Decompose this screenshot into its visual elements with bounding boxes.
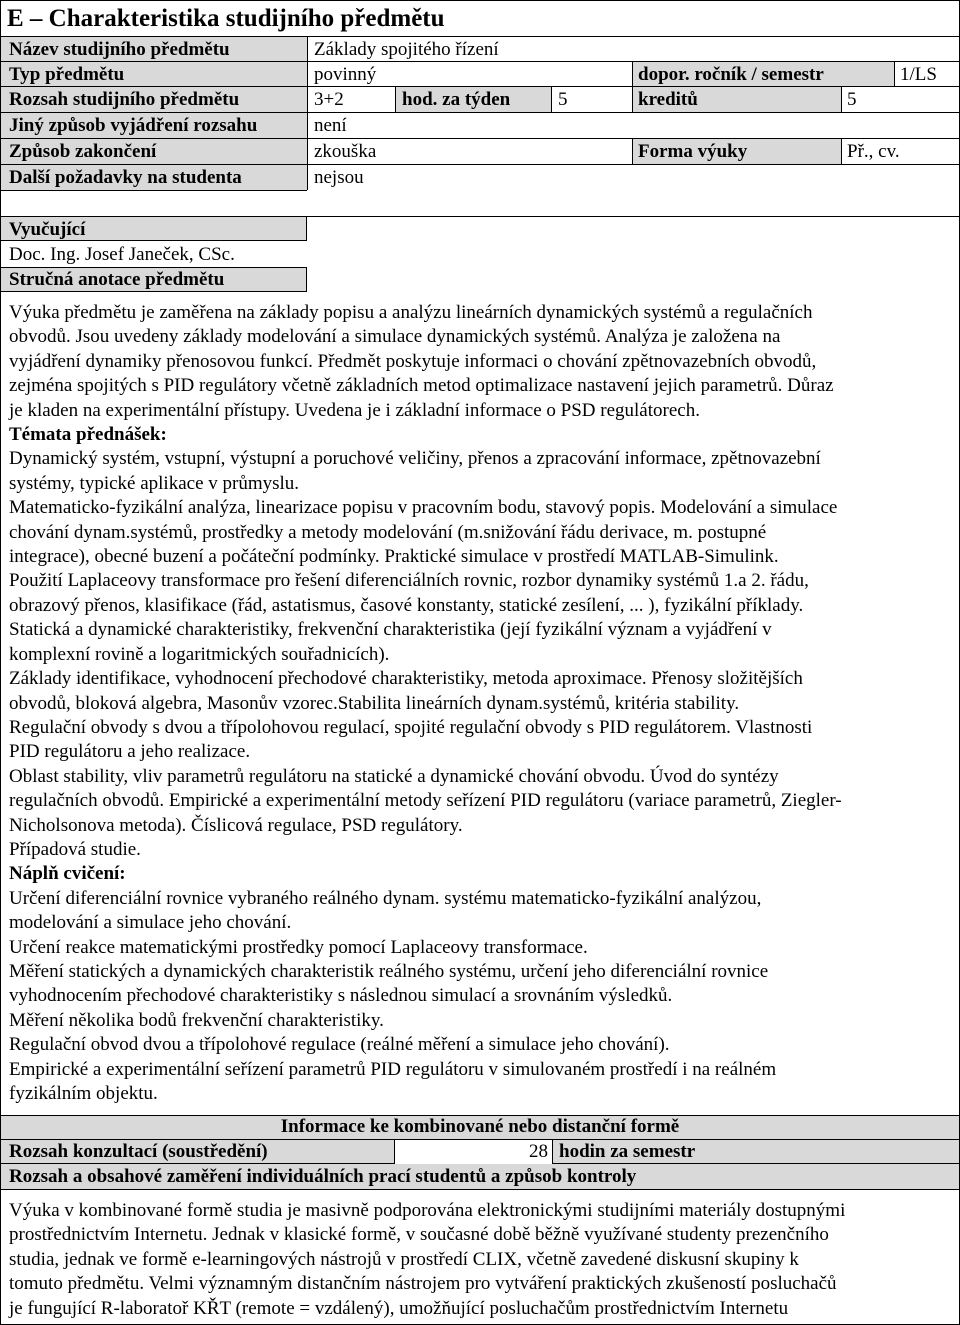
prednasky-line: obvodů, bloková algebra, Masonův vzorec.Stabilita lineárních dynam.systémů, kritéria stability. [9,692,740,714]
kreditu-label: kreditů [638,89,698,110]
vyucujici-name: Doc. Ing. Josef Janeček, CSc. [9,244,235,265]
dopor-label: dopor. ročník / semestr [638,64,824,85]
anotace-line: obvodů. Jsou uvedeny základy modelování a simulace dynamických systémů. Analýza je založena na [9,326,781,348]
prace-line: prostřednictvím Internetu. Jednak v klasické formě, v současné době běžně využívané studenty prezenčního [9,1224,829,1246]
cviceni-line: fyzikálním objektu. [9,1083,158,1104]
prednasky-line: Základy identifikace, vyhodnocení přechodové charakteristiky, metoda aproximace. Přenosy složitějších [9,668,803,690]
vyucujici-label: Vyučující [9,219,86,240]
prednasky-line: Oblast stability, vliv parametrů regulátoru na statické a dynamické chování obvodu. Úvod do syntézy [9,765,779,787]
konzultace-value: 28 [529,1141,548,1162]
rozsah-value: 3+2 [314,89,344,110]
cviceni-line: Měření statických a dynamických charakteristik reálného systému, určení jeho diferenciální rovnice [9,960,769,982]
prednasky-line: Použití Laplaceovy transformace pro řešení diferenciálních rovnic, rozbor dynamiky systémů 1.a 2. řádu, [9,570,809,592]
prednasky-line: Matematicko-fyzikální analýza, linearizace popisu v pracovním bodu, stavový popis. Modelování a simulace [9,497,838,519]
zpusob-label: Způsob zakončení [9,141,157,162]
prednasky-line: PID regulátoru a jeho realizace. [9,741,251,763]
anotace-line: Výuka předmětu je zaměřena na základy popisu a analýzu lineárních dynamických systémů a regulačních [9,302,813,323]
prace-line: Výuka v kombinované formě studia je masivně podporována elektronickými studijními materiály dostupnými [9,1200,846,1221]
prednasky-line: regulačních obvodů. Empirické a experimentální metody seřízení PID regulátoru (variace parametrů, Ziegler- [9,790,842,812]
prednasky-line: Statická a dynamické charakteristiky, frekvenční charakteristika (její fyzikální význam a vyjádření v [9,619,772,641]
rozsah-label: Rozsah studijního předmětu [9,89,240,110]
anotace-label: Stručná anotace předmětu [9,269,225,290]
kombinovana-heading: Informace ke kombinované nebo distanční formě [280,1116,680,1137]
dalsi-value: nejsou [314,167,364,188]
anotace-line: vyjádření dynamiky přenosovou funkcí. Předmět poskytuje informaci o chování zpětnovazebních obvodů, [9,350,817,372]
cviceni-line: Empirické a experimentální seřízení parametrů PID regulátoru v simulovaném prostředí i na reálném [9,1058,777,1080]
jiny-value: není [314,115,347,136]
cviceni-line: Měření několika bodů frekvenční charakteristiky. [9,1009,384,1031]
cviceni-line: vyhodnocením přechodové charakteristiky s následnou simulací a srovnáním výsledků. [9,985,673,1007]
prednasky-line: Případová studie. [9,838,141,860]
zpusob-value: zkouška [314,141,377,162]
dalsi-label: Další požadavky na studenta [9,167,242,188]
cviceni-line: Regulační obvod dvou a třípolohové regulace (reálné měření a simulace jeho chování). [9,1034,670,1056]
anotace-body [9,301,954,1106]
prace-heading: Rozsah a obsahové zaměření individuálních prací studentů a způsob kontroly [9,1166,637,1187]
prednasky-line: integrace), obecné buzení a počáteční podmínky. Praktické simulace v prostředí MATLAB-Simulink. [9,546,779,568]
nazev-label: Název studijního předmětu [9,39,230,60]
cviceni-heading: Náplň cvičení: [9,863,126,885]
prednasky-line: Regulační obvody s dvou a třípolohovou regulací, spojité regulační obvody s PID regulátorem. Vlastnosti [9,716,813,738]
cviceni-line: modelování a simulace jeho chování. [9,912,292,934]
prednasky-line: obrazový přenos, klasifikace (řád, astatismus, časové konstanty, statické zesílení, ... ), fyzikální příklady. [9,594,804,616]
cviceni-line: Určení reakce matematickými prostředky pomocí Laplaceovy transformace. [9,936,588,958]
forma-value: Př., cv. [847,141,900,162]
cviceni-line: Určení diferenciální rovnice vybraného reálného dynam. systému matematicko-fyzikální analýzou, [9,887,762,909]
kreditu-value: 5 [847,89,857,110]
prace-body [9,1199,954,1321]
typ-value: povinný [314,64,377,85]
prednasky-line: systémy, typické aplikace v průmyslu. [9,472,300,494]
konzultace-label: Rozsah konzultací (soustředění) [9,1141,268,1162]
prednasky-line: Nicholsonova metoda). Číslicová regulace, PSD regulátory. [9,814,463,836]
hod-label: hod. za týden [402,89,511,110]
forma-label: Forma výuky [638,141,748,162]
anotace-line: zejména spojitých s PID regulátory včetně základních metod optimalizace nastavení jejich parametrů. Důraz [9,375,834,397]
page-title: E – Charakteristika studijního předmětu [7,5,445,32]
prednasky-line: Dynamický systém, vstupní, výstupní a poruchové veličiny, přenos a zpracování informace, zpětnovazební [9,448,821,470]
prednasky-line: chování dynam.systémů, prostředky a metody modelování (m.snižování řádu derivace, m. postupné [9,521,767,543]
hod-value: 5 [558,89,568,110]
prednasky-line: komplexní rovině a logaritmických souřadnicích). [9,643,390,665]
prace-line: je fungující R-laboratoř KŘT (remote = vzdálený), umožňující posluchačům prostřednictvím Internetu [9,1297,789,1319]
prednasky-heading: Témata přednášek: [9,424,167,446]
dopor-value: 1/LS [900,64,937,85]
prace-line: studia, jednak ve formě e-learningových nástrojů v prostředí CLIX, včetně zavedené diskusní skupiny k [9,1248,799,1270]
nazev-value: Základy spojitého řízení [314,39,499,60]
jiny-label: Jiný způsob vyjádření rozsahu [9,115,258,136]
typ-label: Typ předmětu [9,64,125,85]
prace-line: tomuto předmětu. Velmi významným distančním nástrojem pro vytváření praktických zkušeností posluchačů [9,1273,837,1295]
konzultace-unit: hodin za semestr [559,1141,696,1162]
anotace-line: je kladen na experimentální přístupy. Uvedena je i základní informace o PSD regulátorech. [9,399,700,421]
